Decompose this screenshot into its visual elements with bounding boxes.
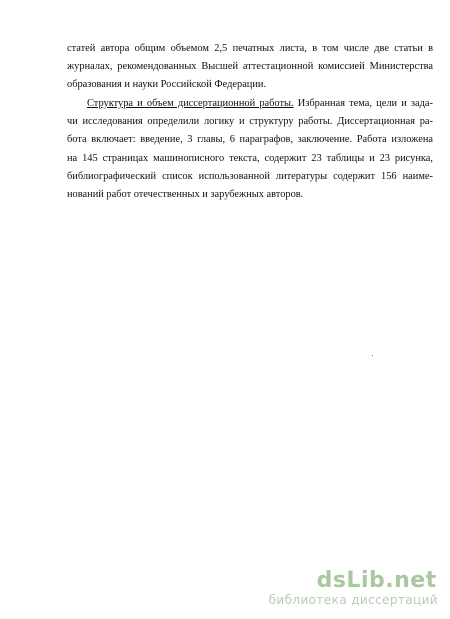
text-line: журналах, рекомендованных Высшей аттестационной комиссией Министерства (67, 61, 433, 73)
text-line (67, 95, 433, 113)
watermark-logo: dsLib.net (316, 568, 437, 593)
text-line: статей автора общим объемом 2,5 печатных листа, в том числе две статьи в (67, 43, 433, 54)
text-line: библиографический список использованной литературы содержит 156 наиме- (67, 170, 433, 182)
paragraph-publications (67, 40, 433, 95)
text-line: бота включает: введение, 3 главы, 6 параграфов, заключение. Работа изложена (67, 134, 433, 146)
text-line: чи исследования определили логику и структуру работы. Диссертационная ра- (67, 116, 433, 128)
text-line: на 145 страницах машинописного текста, содержит 23 таблицы и 23 рисунка, (67, 152, 433, 164)
text-fragment: Избранная тема, цели и зада- (293, 98, 434, 109)
section-heading: Структура и объем диссертационной работы. (87, 98, 294, 109)
text-line: образования и науки Российской Федерации. (67, 79, 267, 91)
paragraph-structure (67, 95, 433, 204)
text-line: нований работ отечественных и зарубежных авторов. (67, 189, 304, 201)
speck-mark (372, 355, 373, 356)
watermark-subtitle: библиотека диссертаций (268, 593, 438, 607)
watermark (269, 569, 438, 607)
